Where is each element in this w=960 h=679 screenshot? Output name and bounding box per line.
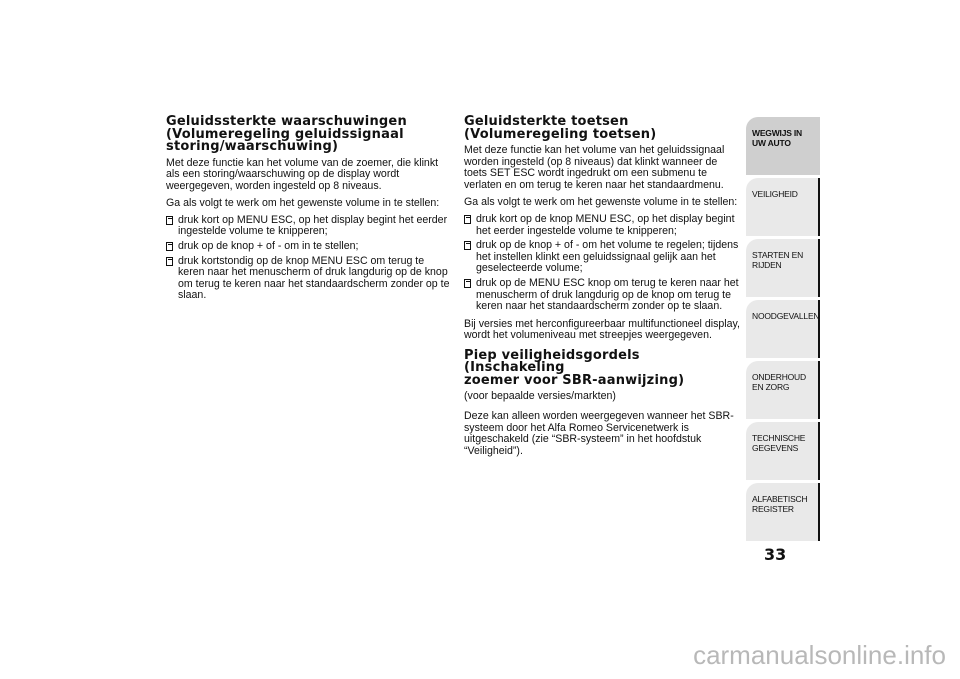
list-item bbox=[464, 240, 740, 275]
list-item-text: druk op de knop + of - om in te stellen; bbox=[178, 240, 359, 253]
intro-paragraph: Met deze functie kan het volume van het geluidssignaal worden ingesteld (op 8 niveaus) dat klinkt wanneer de toets SET ESC wordt ingedrukt om een submenu te verlaten en om terug te keren naar het standaardmenu. bbox=[464, 144, 725, 191]
checkbox-bullet-icon bbox=[464, 279, 471, 288]
tab-wegwijs-in-uw-auto[interactable]: WEGWIJS IN UW AUTO bbox=[746, 117, 820, 175]
heading-line: storing/waarschuwing) bbox=[166, 139, 339, 154]
tab-starten-en-rijden[interactable]: STARTEN EN RIJDEN bbox=[746, 239, 820, 297]
heading-line: zoemer voor SBR-aanwijzing) bbox=[464, 372, 685, 388]
intro-paragraph: Met deze functie kan het volume van de zoemer, die klinkt als een storing/waarschuwing op de display wordt weergegeven, worden ingesteld op 8 niveaus. bbox=[166, 156, 439, 192]
steps-intro: Ga als volgt te werk om het gewenste volume in te stellen: bbox=[464, 196, 738, 209]
checkbox-bullet-icon bbox=[464, 241, 471, 250]
watermark: carmanualsonline.info bbox=[693, 640, 946, 670]
heading-line: Geluidssterkte waarschuwingen bbox=[166, 114, 407, 129]
section-heading-warning-volume bbox=[166, 116, 451, 154]
list-item-text: druk kort op MENU ESC, op het display begint het eerder ingestelde volume te knipperen; bbox=[178, 213, 448, 238]
heading-line: Geluidsterkte toetsen bbox=[464, 114, 629, 129]
heading-line: (Volumeregeling geluidssignaal bbox=[166, 126, 404, 142]
versions-note: (voor bepaalde versies/markten) bbox=[464, 390, 616, 403]
list-item bbox=[166, 241, 451, 253]
list-item-text: druk kort op de knop MENU ESC, op het display begint het eerder ingestelde volume te knipperen; bbox=[476, 212, 735, 237]
list-item bbox=[464, 214, 740, 237]
heading-line: (Volumeregeling toetsen) bbox=[464, 126, 657, 142]
section-heading-seatbelt-beep bbox=[464, 347, 740, 388]
page-number: 33 bbox=[764, 545, 787, 564]
list-item bbox=[166, 256, 451, 302]
steps-list bbox=[464, 214, 740, 313]
tab-veiligheid[interactable]: VEILIGHEID bbox=[746, 178, 820, 236]
checkbox-bullet-icon bbox=[464, 215, 471, 224]
list-item bbox=[464, 278, 740, 313]
steps-list bbox=[166, 215, 451, 302]
left-column bbox=[166, 116, 451, 308]
tab-noodgevallen[interactable]: NOODGEVALLEN bbox=[746, 300, 820, 358]
checkbox-bullet-icon bbox=[166, 216, 173, 225]
checkbox-bullet-icon bbox=[166, 242, 173, 251]
list-item-text: druk kortstondig op de knop MENU ESC om terug te keren naar het menuscherm of druk langdurig op de knop om terug te keren naar het standaardscherm zonder op te slaan. bbox=[178, 254, 450, 302]
chapter-tabs bbox=[746, 117, 820, 544]
right-column bbox=[464, 116, 740, 463]
list-item-text: druk op de knop + of - om het volume te regelen; tijdens het instellen klinkt een geluidssignaal gelijk aan het geselecteerde volume; bbox=[476, 239, 739, 275]
list-item-text: druk op de MENU ESC knop om terug te keren naar het menuscherm of druk langdurig op de knop om terug te keren naar het standaardscherm zonder op te slaan. bbox=[476, 276, 739, 313]
checkbox-bullet-icon bbox=[166, 257, 173, 266]
tab-alfabetisch-register[interactable]: ALFABETISCH REGISTER bbox=[746, 483, 820, 541]
note-paragraph: Bij versies met herconfigureerbaar multifunctioneel display, wordt het volumeniveau met streepjes weergegeven. bbox=[464, 317, 740, 342]
list-item bbox=[166, 215, 451, 238]
heading-line: Piep veiligheidsgordels (Inschakeling bbox=[464, 347, 640, 376]
section-heading-key-volume bbox=[464, 116, 740, 141]
steps-intro: Ga als volgt te werk om het gewenste volume in te stellen: bbox=[166, 197, 440, 210]
tab-technische-gegevens[interactable]: TECHNISCHE GEGEVENS bbox=[746, 422, 820, 480]
body-paragraph: Deze kan alleen worden weergegeven wanneer het SBR-systeem door het Alfa Romeo Servicenetwerk is uitgeschakeld (zie “SBR-systeem” in het hoofdstuk “Veiligheid”). bbox=[464, 410, 734, 457]
tab-onderhoud-en-zorg[interactable]: ONDERHOUD EN ZORG bbox=[746, 361, 820, 419]
